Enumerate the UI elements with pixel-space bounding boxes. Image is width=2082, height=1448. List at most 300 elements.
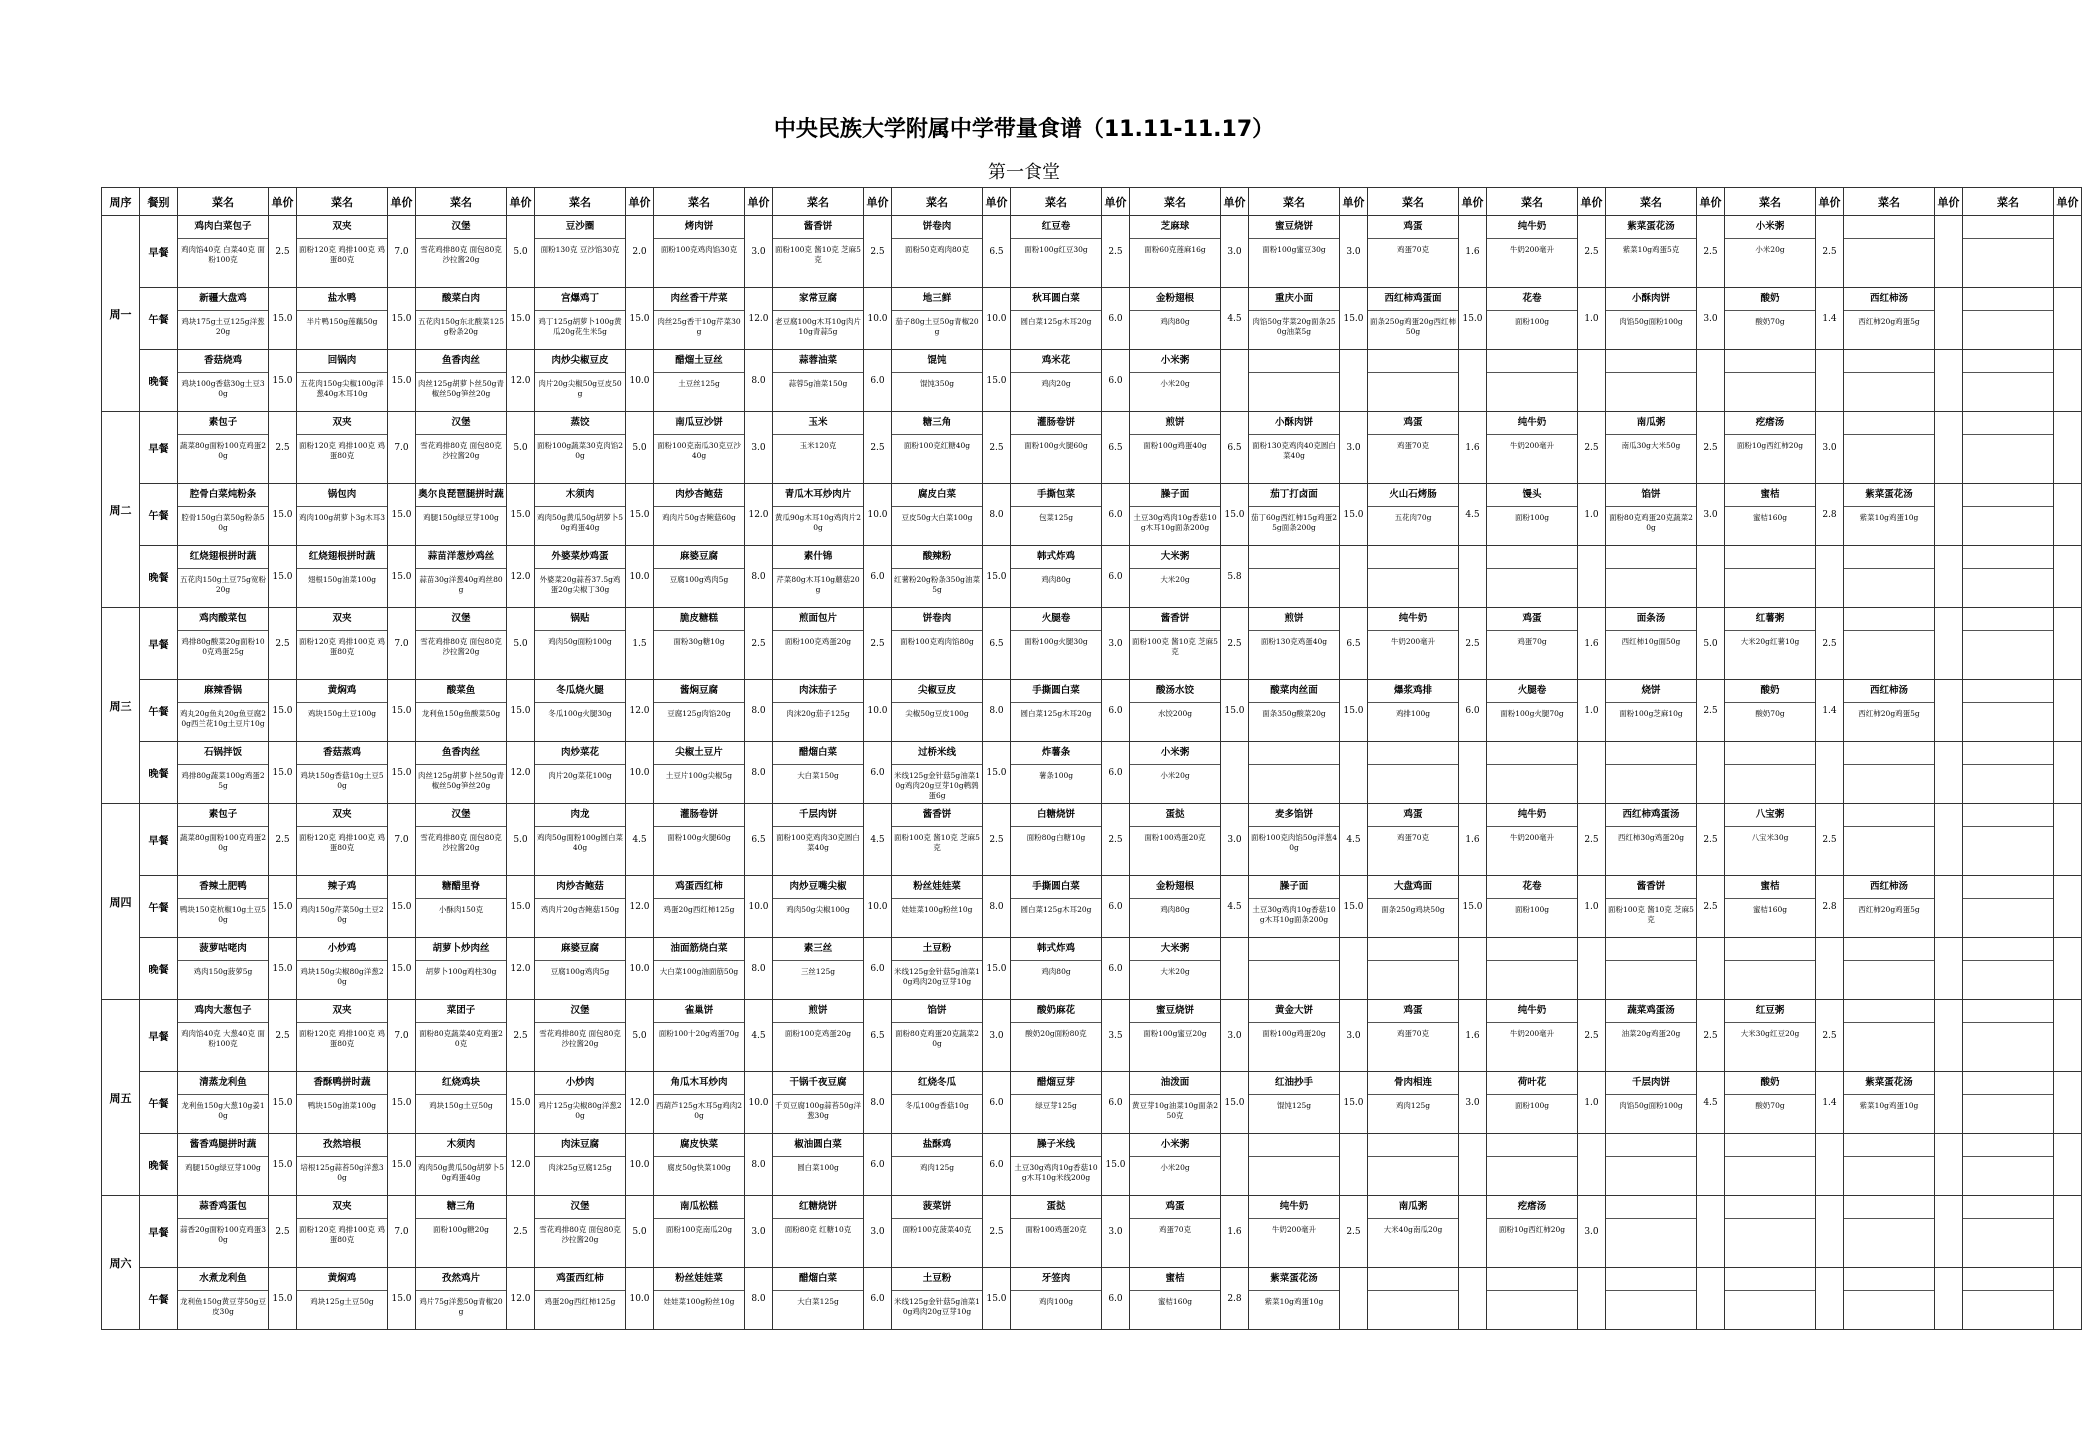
dish-ingredients: 米线125g金针菇5g油菜10g鸡肉20g豆芽10g <box>894 967 980 986</box>
dish-cell <box>535 680 626 742</box>
dish-price: 10.0 <box>864 680 892 742</box>
dish-name: 酸奶 <box>1725 288 1815 311</box>
dish-price: 6.0 <box>1102 288 1130 350</box>
dish-ingredients: 面粉80克鸡蛋20克蔬菜20g <box>1609 513 1693 532</box>
dish-name <box>1963 742 2053 765</box>
dish-ingredients: 西红柿10g面50g <box>1621 637 1681 646</box>
dish-ingredients: 面粉10g西红柿20g <box>1736 441 1804 450</box>
dish-name: 蛋挞 <box>1130 804 1220 827</box>
dish-cell <box>1011 742 1102 804</box>
meal-label: 晚餐 <box>140 938 178 1000</box>
dish-cell <box>416 938 507 1000</box>
dish-ingredients: 薯条100g <box>1038 771 1074 780</box>
dish-ingredients: 面粉100g芝麻10g <box>1619 709 1683 718</box>
dish-ingredients <box>1963 827 2053 835</box>
day-label: 周三 <box>102 608 140 804</box>
dish-cell <box>1606 1196 1697 1268</box>
dish-ingredients: 西葫芦125g木耳5g鸡肉20g <box>656 1101 742 1120</box>
dish-cell <box>1963 1000 2054 1072</box>
dish-cell <box>1249 742 1340 804</box>
dish-price <box>1935 742 1963 804</box>
dish-price <box>1697 1196 1725 1268</box>
dish-price: 5.0 <box>626 1000 654 1072</box>
dish-name: 纯牛奶 <box>1487 412 1577 435</box>
dish-ingredients: 面粉80克鸡蛋20克蔬菜20g <box>895 1029 979 1048</box>
dish-name: 小米粥 <box>1130 742 1220 765</box>
dish-ingredients <box>1487 1291 1577 1299</box>
dish-price: 8.0 <box>745 680 773 742</box>
dish-name: 面条汤 <box>1606 608 1696 631</box>
dish-name: 紫菜蛋花汤 <box>1844 1072 1934 1095</box>
dish-name: 火腿卷 <box>1011 608 1101 631</box>
dish-ingredients: 尖椒50g豆皮100g <box>905 709 969 718</box>
dish-cell <box>178 546 269 608</box>
dish-name: 红糖烧饼 <box>773 1196 863 1219</box>
dish-ingredients: 面粉120克 鸡排100克 鸡蛋80克 <box>299 245 385 264</box>
dish-price: 2.5 <box>1578 804 1606 876</box>
dish-name: 鸡蛋 <box>1368 1000 1458 1023</box>
dish-cell <box>416 288 507 350</box>
dish-name: 石锅拌饭 <box>178 742 268 765</box>
dish-cell <box>1725 1072 1816 1134</box>
dish-price: 6.0 <box>1102 484 1130 546</box>
dish-ingredients: 鸡丸20g鱼丸20g鱼豆腐20g西兰花10g土豆片10g <box>180 709 266 728</box>
dish-price: 6.0 <box>1102 1268 1130 1330</box>
dish-cell <box>1130 1000 1221 1072</box>
dish-name: 汉堡 <box>416 412 506 435</box>
dish-price: 2.8 <box>1816 484 1844 546</box>
dish-name: 香酥鸭拼时蔬 <box>297 1072 387 1095</box>
dish-ingredients: 鸡肉80g <box>1160 317 1190 326</box>
dish-cell <box>773 876 864 938</box>
meal-label: 晚餐 <box>140 350 178 412</box>
dish-ingredients: 面粉130克鸡肉40克圆白菜40g <box>1252 441 1336 460</box>
dish-cell <box>535 288 626 350</box>
dish-name: 秋耳圆白菜 <box>1011 288 1101 311</box>
dish-ingredients <box>1844 239 1934 247</box>
dish-price <box>1697 938 1725 1000</box>
dish-ingredients: 面粉100g火腿70g <box>1500 709 1564 718</box>
dish-cell <box>178 1268 269 1330</box>
dish-ingredients: 鸡肉100g胡萝卜3g木耳3 <box>299 513 385 522</box>
dish-cell <box>1249 216 1340 288</box>
dish-price <box>2054 288 2082 350</box>
dish-ingredients: 鸡肉片50g杏鲍菇60g <box>662 513 736 522</box>
dish-ingredients: 小米20g <box>1160 1163 1190 1172</box>
dish-name: 小酥肉饼 <box>1606 288 1696 311</box>
dish-name: 豆沙圈 <box>535 216 625 239</box>
dish-ingredients: 鸡肉片20g杏鲍菇150g <box>540 905 620 914</box>
dish-cell <box>1725 1000 1816 1072</box>
dish-cell <box>1011 938 1102 1000</box>
dish-name: 腔骨白菜炖粉条 <box>178 484 268 507</box>
dish-ingredients: 面粉100克南瓜20g <box>665 1225 733 1234</box>
dish-cell <box>1844 742 1935 804</box>
dish-price <box>1459 1196 1487 1268</box>
dish-price: 15.0 <box>269 1072 297 1134</box>
dish-ingredients: 大米20g红薯10g <box>1740 637 1800 646</box>
dish-ingredients: 面粉100g火腿60g <box>1024 441 1088 450</box>
dish-name <box>1963 1072 2053 1095</box>
dish-cell <box>416 680 507 742</box>
dish-ingredients: 面粉60克莲麻16g <box>1144 245 1206 254</box>
dish-price: 6.0 <box>1102 742 1130 804</box>
dish-cell <box>297 876 388 938</box>
dish-price: 6.0 <box>1102 1072 1130 1134</box>
dish-name <box>1963 1268 2053 1291</box>
dish-price: 12.0 <box>507 938 535 1000</box>
dish-price: 2.5 <box>269 1000 297 1072</box>
dish-ingredients: 面粉100g <box>1514 905 1550 914</box>
dish-name <box>1606 350 1696 373</box>
dish-ingredients: 雪花鸡排80克 面包80克沙拉酱20g <box>420 637 502 656</box>
dish-ingredients: 鸡肉馅40克 白菜40克 面粉100克 <box>181 245 265 264</box>
dish-ingredients: 黄瓜90g木耳10g鸡肉片20g <box>775 513 861 532</box>
dish-name <box>1963 938 2053 961</box>
dish-ingredients: 三丝125g <box>800 967 836 976</box>
dish-ingredients <box>1368 1291 1458 1299</box>
dish-cell <box>178 680 269 742</box>
dish-price: 4.5 <box>745 1000 773 1072</box>
dish-cell <box>1249 1134 1340 1196</box>
dish-ingredients: 鸡蛋70克 <box>1396 441 1430 450</box>
dish-ingredients: 土豆30g鸡肉10g香菇10g木耳10g面条200g <box>1252 905 1336 924</box>
dish-cell <box>1130 484 1221 546</box>
dish-name: 双夹 <box>297 216 387 239</box>
dish-price <box>1935 288 1963 350</box>
dish-name: 千层肉饼 <box>773 804 863 827</box>
dish-ingredients <box>1725 765 1815 773</box>
dish-price: 15.0 <box>1221 680 1249 742</box>
dish-name: 脆皮糖糕 <box>654 608 744 631</box>
dish-ingredients: 娃娃菜100g粉丝10g <box>663 1297 735 1306</box>
dish-ingredients: 肉丝25g香干10g芹菜30g <box>657 317 741 336</box>
dish-ingredients: 面粉30g糖10g <box>673 637 725 646</box>
header-price: 单价 <box>983 188 1011 216</box>
meal-label: 晚餐 <box>140 546 178 608</box>
dish-cell <box>297 484 388 546</box>
dish-price: 1.0 <box>1578 484 1606 546</box>
dish-ingredients: 鸡块175g土豆125g洋葱20g <box>181 317 265 336</box>
dish-cell <box>1130 546 1221 608</box>
dish-cell <box>654 938 745 1000</box>
dish-ingredients: 面粉100g火腿60g <box>667 833 731 842</box>
dish-name <box>1725 1134 1815 1157</box>
dish-cell <box>297 546 388 608</box>
dish-name: 黄金大饼 <box>1249 1000 1339 1023</box>
dish-ingredients: 面粉100克鸡蛋20g <box>784 1029 852 1038</box>
dish-ingredients: 肉沫20g茄子125g <box>786 709 850 718</box>
dish-cell <box>178 288 269 350</box>
meal-label: 晚餐 <box>140 742 178 804</box>
dish-cell <box>1249 608 1340 680</box>
dish-name: 雀巢饼 <box>654 1000 744 1023</box>
dish-cell <box>654 1072 745 1134</box>
dish-cell <box>1130 288 1221 350</box>
dish-ingredients: 鸡肉50g尖椒100g <box>786 905 850 914</box>
dish-price <box>1935 412 1963 484</box>
dish-cell <box>892 938 983 1000</box>
meal-row <box>102 680 2082 742</box>
dish-cell <box>535 1000 626 1072</box>
dish-name: 素包子 <box>178 804 268 827</box>
dish-ingredients: 蜜桔160g <box>1752 513 1788 522</box>
dish-name: 蜜豆烧饼 <box>1130 1000 1220 1023</box>
dish-name <box>1963 876 2053 899</box>
dish-price <box>1935 1000 1963 1072</box>
dish-price: 1.4 <box>1816 680 1844 742</box>
header-price: 单价 <box>1340 188 1368 216</box>
dish-cell <box>297 1000 388 1072</box>
header-dish: 菜名 <box>1487 188 1578 216</box>
dish-cell <box>1606 1072 1697 1134</box>
dish-price <box>1816 546 1844 608</box>
dish-name: 黄焖鸡 <box>297 1268 387 1291</box>
dish-name <box>1606 938 1696 961</box>
dish-price: 4.5 <box>626 804 654 876</box>
dish-price: 6.0 <box>864 938 892 1000</box>
dish-cell <box>1249 1268 1340 1330</box>
dish-ingredients <box>1487 765 1577 773</box>
dish-cell <box>535 1072 626 1134</box>
dish-price: 8.0 <box>745 742 773 804</box>
dish-price: 15.0 <box>626 484 654 546</box>
dish-ingredients: 红薯粉20g粉条350g油菜5g <box>894 575 980 594</box>
dish-price: 15.0 <box>388 546 416 608</box>
dish-price <box>1935 350 1963 412</box>
dish-price: 6.0 <box>1102 350 1130 412</box>
dish-name: 南瓜豆沙饼 <box>654 412 744 435</box>
dish-name: 西红柿鸡蛋汤 <box>1606 804 1696 827</box>
dish-price: 3.5 <box>1102 1000 1130 1072</box>
dish-name: 南瓜粥 <box>1606 412 1696 435</box>
dish-ingredients: 培根125g蒜苔50g洋葱30g <box>300 1163 384 1182</box>
dish-price <box>1697 350 1725 412</box>
dish-cell <box>1844 1134 1935 1196</box>
dish-cell <box>1963 1072 2054 1134</box>
dish-ingredients <box>1487 373 1577 381</box>
dish-price: 6.0 <box>864 546 892 608</box>
dish-ingredients: 面条350g酸菜20g <box>1262 709 1326 718</box>
dish-name: 红烧翅根拼时蔬 <box>297 546 387 569</box>
dish-price: 10.0 <box>626 742 654 804</box>
dish-ingredients: 面粉100克南瓜30克豆沙40g <box>657 441 741 460</box>
dish-name <box>1963 1000 2053 1023</box>
dish-name: 酱香饼 <box>892 804 982 827</box>
dish-cell <box>1606 804 1697 876</box>
dish-cell <box>1130 1072 1221 1134</box>
dish-cell <box>535 412 626 484</box>
dish-cell <box>1844 1196 1935 1268</box>
dish-name: 煎饼 <box>1130 412 1220 435</box>
dish-name: 臊子面 <box>1130 484 1220 507</box>
dish-name: 蜜桔 <box>1725 876 1815 899</box>
dish-name <box>1963 1134 2053 1157</box>
dish-ingredients <box>1606 961 1696 969</box>
dish-price <box>1340 350 1368 412</box>
dish-ingredients: 馄饨350g <box>919 379 955 388</box>
dish-name: 茄丁打卤面 <box>1249 484 1339 507</box>
dish-ingredients: 肉丝125g胡萝卜丝50g青椒丝50g笋丝20g <box>418 771 504 790</box>
dish-name: 臊子米线 <box>1011 1134 1101 1157</box>
dish-name <box>1725 1196 1815 1219</box>
dish-price: 4.5 <box>1221 288 1249 350</box>
dish-name <box>1606 1268 1696 1291</box>
dish-ingredients: 五花肉150g东北酸菜125g粉条20g <box>418 317 504 336</box>
dish-price <box>2054 742 2082 804</box>
dish-name: 小酥肉饼 <box>1249 412 1339 435</box>
dish-cell <box>178 608 269 680</box>
dish-cell <box>1011 484 1102 546</box>
dish-name: 辣子鸡 <box>297 876 387 899</box>
dish-cell <box>892 1196 983 1268</box>
dish-name: 韩式炸鸡 <box>1011 938 1101 961</box>
dish-cell <box>1963 608 2054 680</box>
dish-cell <box>1844 484 1935 546</box>
dish-ingredients: 圆白菜100g <box>797 1163 839 1172</box>
meal-row <box>102 484 2082 546</box>
meal-row <box>102 1196 2082 1268</box>
dish-price: 2.5 <box>1816 1000 1844 1072</box>
dish-cell <box>1963 216 2054 288</box>
dish-name <box>1368 742 1458 765</box>
dish-ingredients: 鸡肉125g <box>919 1163 955 1172</box>
dish-ingredients: 牛奶200毫升 <box>1509 245 1555 254</box>
dish-ingredients: 馄饨125g <box>1276 1101 1312 1110</box>
dish-ingredients <box>1844 631 1934 639</box>
dish-name <box>1249 546 1339 569</box>
dish-cell <box>892 876 983 938</box>
dish-price <box>1459 1268 1487 1330</box>
menu-table <box>101 187 2082 1330</box>
dish-ingredients: 鸡肉100g <box>1038 1297 1074 1306</box>
dish-ingredients <box>1725 1291 1815 1299</box>
dish-ingredients <box>1963 239 2053 247</box>
dish-price: 2.5 <box>1697 876 1725 938</box>
dish-ingredients: 面粉120克 鸡排100克 鸡蛋80克 <box>299 833 385 852</box>
dish-name <box>1606 742 1696 765</box>
dish-ingredients: 面粉100克鸡肉30克圆白菜40g <box>776 833 860 852</box>
dish-cell <box>1487 804 1578 876</box>
dish-ingredients <box>1844 1023 1934 1031</box>
header-price: 单价 <box>1102 188 1130 216</box>
dish-ingredients: 肉片20g菜花100g <box>548 771 612 780</box>
dish-cell <box>1606 546 1697 608</box>
dish-name: 奥尔良琵琶腿拼时蔬 <box>416 484 506 507</box>
header-dish: 菜名 <box>773 188 864 216</box>
dish-price <box>1459 350 1487 412</box>
dish-cell <box>1963 288 2054 350</box>
dish-ingredients: 土豆丝125g <box>678 379 720 388</box>
dish-price: 6.5 <box>1221 412 1249 484</box>
dish-ingredients: 土豆30g鸡肉10g香菇10g木耳10g面条200g <box>1133 513 1217 532</box>
dish-price: 2.5 <box>507 1000 535 1072</box>
dish-ingredients: 面粉120克 鸡排100克 鸡蛋80克 <box>299 1029 385 1048</box>
dish-price: 15.0 <box>388 938 416 1000</box>
dish-ingredients: 芹菜80g木耳10g蘑菇20g <box>776 575 860 594</box>
dish-cell <box>773 546 864 608</box>
dish-price: 3.0 <box>1578 1196 1606 1268</box>
dish-cell <box>892 742 983 804</box>
dish-cell <box>178 876 269 938</box>
header-price: 单价 <box>745 188 773 216</box>
dish-name: 红烧鸡块 <box>416 1072 506 1095</box>
dish-ingredients: 蜜桔160g <box>1752 905 1788 914</box>
dish-cell <box>773 484 864 546</box>
dish-cell <box>1963 412 2054 484</box>
dish-ingredients <box>1963 961 2053 969</box>
dish-ingredients: 肉馅50g面粉100g <box>1619 1101 1683 1110</box>
dish-name: 小炒鸡 <box>297 938 387 961</box>
dish-name <box>1844 216 1934 239</box>
dish-ingredients: 鸡肉80g <box>1041 575 1071 584</box>
dish-cell <box>654 484 745 546</box>
header-dish: 菜名 <box>178 188 269 216</box>
page-subtitle: 第一食堂 <box>988 162 1060 183</box>
header-price: 单价 <box>269 188 297 216</box>
dish-name: 鸡蛋 <box>1368 412 1458 435</box>
dish-ingredients: 鸡肉馅40克 大葱40克 面粉100克 <box>181 1029 265 1048</box>
dish-cell <box>1606 1000 1697 1072</box>
dish-ingredients <box>1725 961 1815 969</box>
meal-row <box>102 938 2082 1000</box>
dish-ingredients <box>1725 373 1815 381</box>
dish-name: 小炒肉 <box>535 1072 625 1095</box>
dish-name: 蔬菜鸡蛋汤 <box>1606 1000 1696 1023</box>
dish-cell <box>654 1134 745 1196</box>
dish-name: 芝麻球 <box>1130 216 1220 239</box>
dish-cell <box>1844 1268 1935 1330</box>
dish-price: 2.5 <box>1578 1000 1606 1072</box>
dish-cell <box>1606 876 1697 938</box>
dish-cell <box>416 1000 507 1072</box>
dish-name: 南瓜松糕 <box>654 1196 744 1219</box>
dish-price: 2.8 <box>1816 876 1844 938</box>
dish-name: 灌肠卷饼 <box>654 804 744 827</box>
dish-cell <box>1011 1072 1102 1134</box>
dish-cell <box>1606 938 1697 1000</box>
dish-cell <box>773 938 864 1000</box>
dish-price <box>2054 1072 2082 1134</box>
dish-name <box>1963 484 2053 507</box>
dish-ingredients: 西红柿20g鸡蛋5g <box>1858 905 1920 914</box>
meal-label: 早餐 <box>140 1196 178 1268</box>
dish-cell <box>892 216 983 288</box>
dish-price: 15.0 <box>983 350 1011 412</box>
dish-ingredients: 茄丁60g西红柿15g鸡蛋25g面条200g <box>1251 513 1337 532</box>
dish-price <box>2054 680 2082 742</box>
dish-name <box>1487 1268 1577 1291</box>
dish-name <box>1844 1196 1934 1219</box>
dish-price: 2.5 <box>983 804 1011 876</box>
dish-cell <box>1368 1000 1459 1072</box>
dish-cell <box>416 742 507 804</box>
dish-cell <box>535 484 626 546</box>
dish-cell <box>1844 288 1935 350</box>
dish-ingredients: 豆腐100g鸡肉5g <box>669 575 729 584</box>
meal-label: 早餐 <box>140 216 178 288</box>
dish-ingredients <box>1963 373 2053 381</box>
dish-ingredients <box>1963 1157 2053 1165</box>
dish-ingredients <box>1963 1023 2053 1031</box>
dish-price: 15.0 <box>388 742 416 804</box>
dish-name <box>1844 938 1934 961</box>
dish-ingredients: 牛奶200毫升 <box>1271 1225 1317 1234</box>
dish-ingredients <box>1487 1157 1577 1165</box>
dish-cell <box>654 412 745 484</box>
header-price: 单价 <box>1697 188 1725 216</box>
dish-price: 6.0 <box>864 1134 892 1196</box>
